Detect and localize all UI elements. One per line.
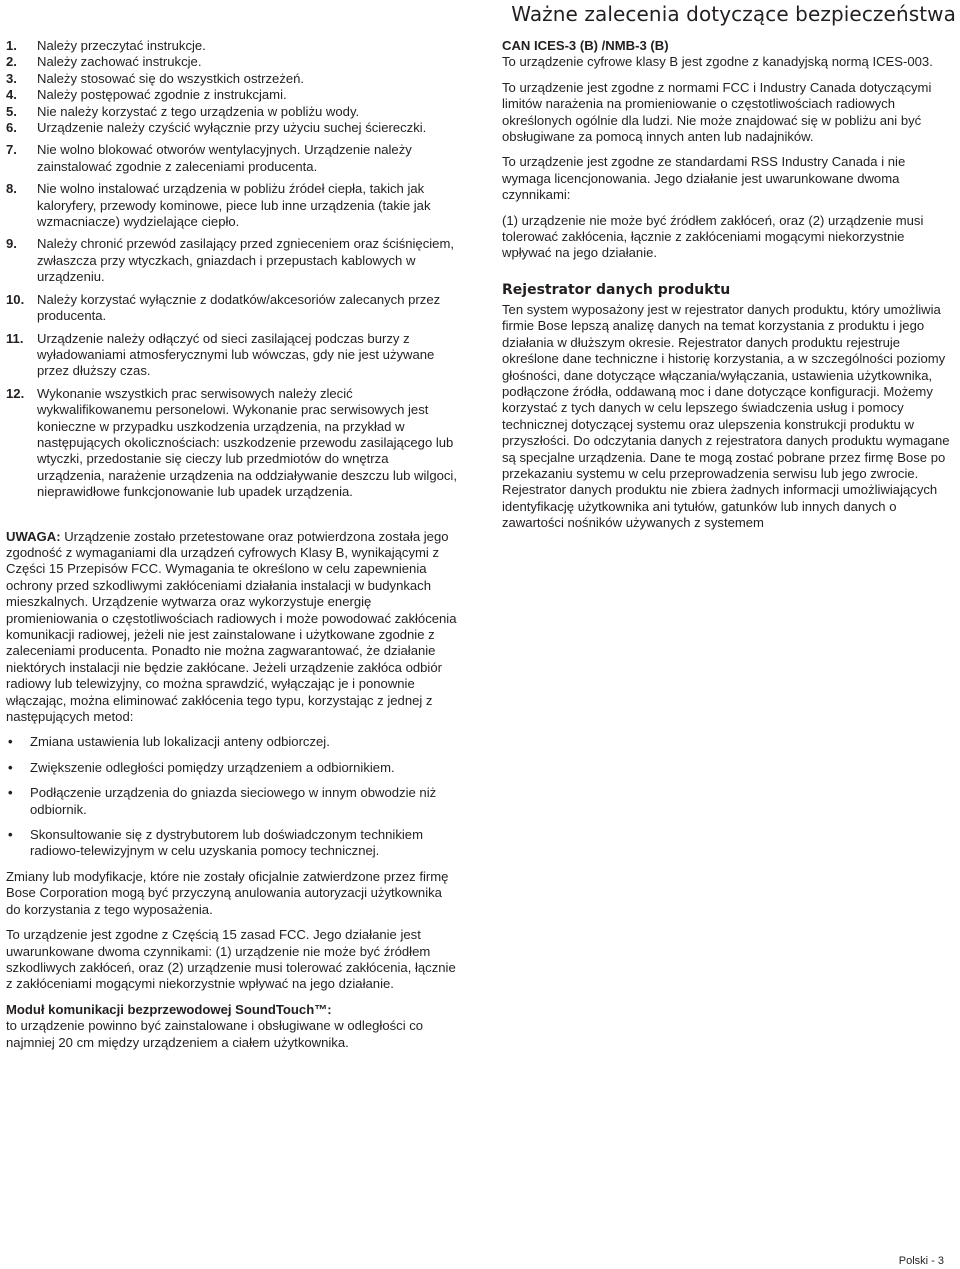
data-recorder-paragraph: Ten system wyposażony jest w rejestrator danych produktu, który umożliwia firmie Bose lepszą analizę danych na temat korzystania z produktu i jego działania w dłuższym okresie. Rejestrator danych produktu rejestruje określone dane techniczne i historię korzystania, a w szczególności poziomy głośności, dane dotyczące włączania/wyłączania, ustawienia użytkownika, podłączone źródła, oddawaną moc i dane dotyczące konfiguracji. Możemy korzystać z tych danych w celu lepszego świadczenia usług i pomocy technicznej dotyczącej systemu oraz ulepszenia konstrukcji produktu w przyszłości. Do odczytania danych z rejestratora danych produktu wymagane są specjalne urządzenia. Dane te mogą zostać pobrane przez firmę Bose po przekazaniu systemu w celu przeprowadzenia serwisu lub jego zwrocie. Rejestrator danych produktu nie zbiera żadnych informacji umożliwiających identyfikację użytkownika ani tytułów, gatunków lub innych danych o zawartości nośników używanych z systemem xyxy=(502,301,950,531)
list-item xyxy=(6,38,458,54)
wireless-module-paragraph xyxy=(6,1002,458,1051)
modifications-paragraph: Zmiany lub modyfikacje, które nie zostały oficjalnie zatwierdzone przez firmę Bose Corporation mogą być przyczyną anulowania autoryzacji użytkownika do korzystania z tego wyposażenia. xyxy=(6,868,449,917)
warning-text: Urządzenie zostało przetestowane oraz potwierdzona została jego zgodność z wymaganiami dla urządzeń cyfrowych Klasy B, wynikającymi z Części 15 Przepisów FCC. Wymagania te określono w celu zapewnienia ochrony przed szkodliwymi zakłóceniami działania instalacji w budynkach mieszkalnych. Urządzenie wytwarza oraz wykorzystuje energię promieniowania o częstotliwościach radiowych i może powodować zakłócenia komunikacji radiowej, jeżeli nie jest zainstalowane i użytkowane zgodnie z zaleceniami producenta. Ponadto nie można zagwarantować, że działanie niektórych instalacji nie będzie zakłócane. Jeżeli urządzenie zakłóca odbiór radiowy lub telewizyjny, co można sprawdzić, wyłączając je i ponownie włączając, można eliminować zakłócenia tego typu, korzystając z jednej z następujących metod: xyxy=(6,528,457,725)
list-item xyxy=(6,87,458,103)
list-item xyxy=(6,236,458,285)
rss-paragraph: To urządzenie jest zgodne ze standardami RSS Industry Canada i nie wymaga licencjonowania. Jego działanie jest uwarunkowane dwoma czynnikami: xyxy=(502,154,906,203)
list-item xyxy=(6,71,458,87)
exposure-paragraph: To urządzenie jest zgodne z normami FCC i Industry Canada dotyczącymi limitów narażenia na promieniowanie o częstotliwościach radiowych określonych ogólnie dla ludzi. Nie może znajdować się w pobliżu ani być obsługiwane za pomocą innych anten lub nadajników. xyxy=(502,79,932,145)
safety-instructions-list xyxy=(6,38,458,501)
item-text: Zwiększenie odległości pomiędzy urządzeniem a odbiornikiem. xyxy=(30,759,395,775)
list-item xyxy=(6,142,458,175)
ices-paragraph: To urządzenie cyfrowe klasy B jest zgodne z kanadyjską normą ICES-003. xyxy=(502,54,933,70)
item-number: 3. xyxy=(6,70,17,86)
item-text: Skonsultowanie się z dystrybutorem lub doświadczonym technikiem radiowo-telewizyjnym w celu uzyskania pomocy technicznej. xyxy=(30,827,423,859)
item-number: 4. xyxy=(6,87,17,103)
list-item xyxy=(6,104,458,120)
item-text: Należy chronić przewód zasilający przed zgnieceniem oraz ściśnięciem, zwłaszcza przy wtyczkach, gniazdach i przepustach kablowych w urządzeniu. xyxy=(37,236,454,285)
left-column xyxy=(6,38,458,1051)
warning-label: UWAGA: xyxy=(6,528,61,544)
item-text: Należy przeczytać instrukcje. xyxy=(37,38,206,53)
list-item xyxy=(6,292,458,325)
item-number: 7. xyxy=(6,142,17,158)
item-text: Urządzenie należy czyścić wyłącznie przy użyciu suchej ściereczki. xyxy=(37,120,427,136)
list-item xyxy=(6,386,458,501)
bullet-icon: • xyxy=(8,734,13,750)
right-column xyxy=(502,38,956,532)
conditions-paragraph: (1) urządzenie nie może być źródłem zakłóceń, oraz (2) urządzenie musi tolerować zakłócenia, łącznie z zakłóceniami mogącymi niekorzystnie wpływać na jego działanie. xyxy=(502,212,924,261)
item-number: 1. xyxy=(6,38,17,53)
canada-heading: CAN ICES-3 (B) /NMB-3 (B) xyxy=(502,38,669,53)
wireless-module-text: to urządzenie powinno być zainstalowane i obsługiwane w odległości co najmniej 20 cm między urządzeniem a ciałem użytkownika. xyxy=(6,1018,424,1050)
data-recorder-title: Rejestrator danych produktu xyxy=(502,281,731,298)
interference-methods-list xyxy=(6,734,458,859)
item-text: Nie wolno instalować urządzenia w pobliżu źródeł ciepła, takich jak kaloryfery, przewody kominowe, piece lub inne urządzenia (takie jak wzmacniacze) wydzielające ciepło. xyxy=(37,181,431,230)
item-number: 12. xyxy=(6,385,25,401)
item-text: Wykonanie wszystkich prac serwisowych należy zlecić wykwalifikowanemu personelowi. Wykonanie prac serwisowych jest konieczne w przypadku uszkodzenia urządzenia, na przykład w następujących okolicznościach: uszkodzenie przewodu zasilającego lub wtyczki, przedostanie się cieczy lub przedmiotów do wnętrza urządzenia, narażenie urządzenia na oddziaływanie deszczu lub wilgoci, nieprawidłowe funkcjonowanie lub upadek urządzenia. xyxy=(37,385,457,500)
item-number: 10. xyxy=(6,291,25,307)
item-number: 8. xyxy=(6,181,17,197)
list-item xyxy=(6,331,458,380)
item-text: Urządzenie należy odłączyć od sieci zasilającej podczas burzy z wyładowaniami atmosferycznymi lub wówczas, gdy nie jest używane przez dłuższy czas. xyxy=(37,330,435,379)
item-text: Należy korzystać wyłącznie z dodatków/akcesoriów zalecanych przez producenta. xyxy=(37,291,441,324)
bullet-icon: • xyxy=(8,827,13,843)
item-text: Należy stosować się do wszystkich ostrzeżeń. xyxy=(37,70,305,86)
bullet-icon: • xyxy=(8,785,13,801)
item-text: Nie należy korzystać z tego urządzenia w pobliżu wody. xyxy=(37,103,360,119)
list-item xyxy=(6,734,458,750)
item-number: 9. xyxy=(6,236,17,252)
item-number: 2. xyxy=(6,54,17,70)
item-text: Nie wolno blokować otworów wentylacyjnych. Urządzenie należy zainstalować zgodnie z zaleceniami producenta. xyxy=(37,142,412,174)
item-text: Należy zachować instrukcje. xyxy=(37,54,202,70)
page-number: Polski - 3 xyxy=(898,1255,944,1267)
fcc-warning-paragraph xyxy=(6,529,458,726)
item-number: 11. xyxy=(6,330,24,346)
list-item xyxy=(6,120,458,136)
list-item xyxy=(6,181,458,230)
list-item xyxy=(6,760,458,776)
item-number: 6. xyxy=(6,120,17,136)
list-item xyxy=(6,54,458,70)
item-number: 5. xyxy=(6,103,17,119)
page-title: Ważne zalecenia dotyczące bezpieczeństwa xyxy=(511,2,956,26)
item-text: Zmiana ustawienia lub lokalizacji anteny odbiorczej. xyxy=(30,734,330,750)
list-item xyxy=(6,827,458,860)
item-text: Podłączenie urządzenia do gniazda sieciowego w innym obwodzie niż odbiornik. xyxy=(30,785,437,817)
fcc-part15-paragraph: To urządzenie jest zgodne z Częścią 15 zasad FCC. Jego działanie jest uwarunkowane dwoma czynnikami: (1) urządzenie nie może być źródłem szkodliwych zakłóceń, oraz (2) urządzenie musi tolerować zakłócenia, łącznie z zakłóceniami mogącymi niekorzystnie wpływać na jego działanie. xyxy=(6,927,456,992)
bullet-icon: • xyxy=(8,759,13,775)
list-item xyxy=(6,785,458,818)
wireless-module-label: Moduł komunikacji bezprzewodowej SoundTouch™: xyxy=(6,1001,332,1017)
item-text: Należy postępować zgodnie z instrukcjami. xyxy=(37,87,287,103)
